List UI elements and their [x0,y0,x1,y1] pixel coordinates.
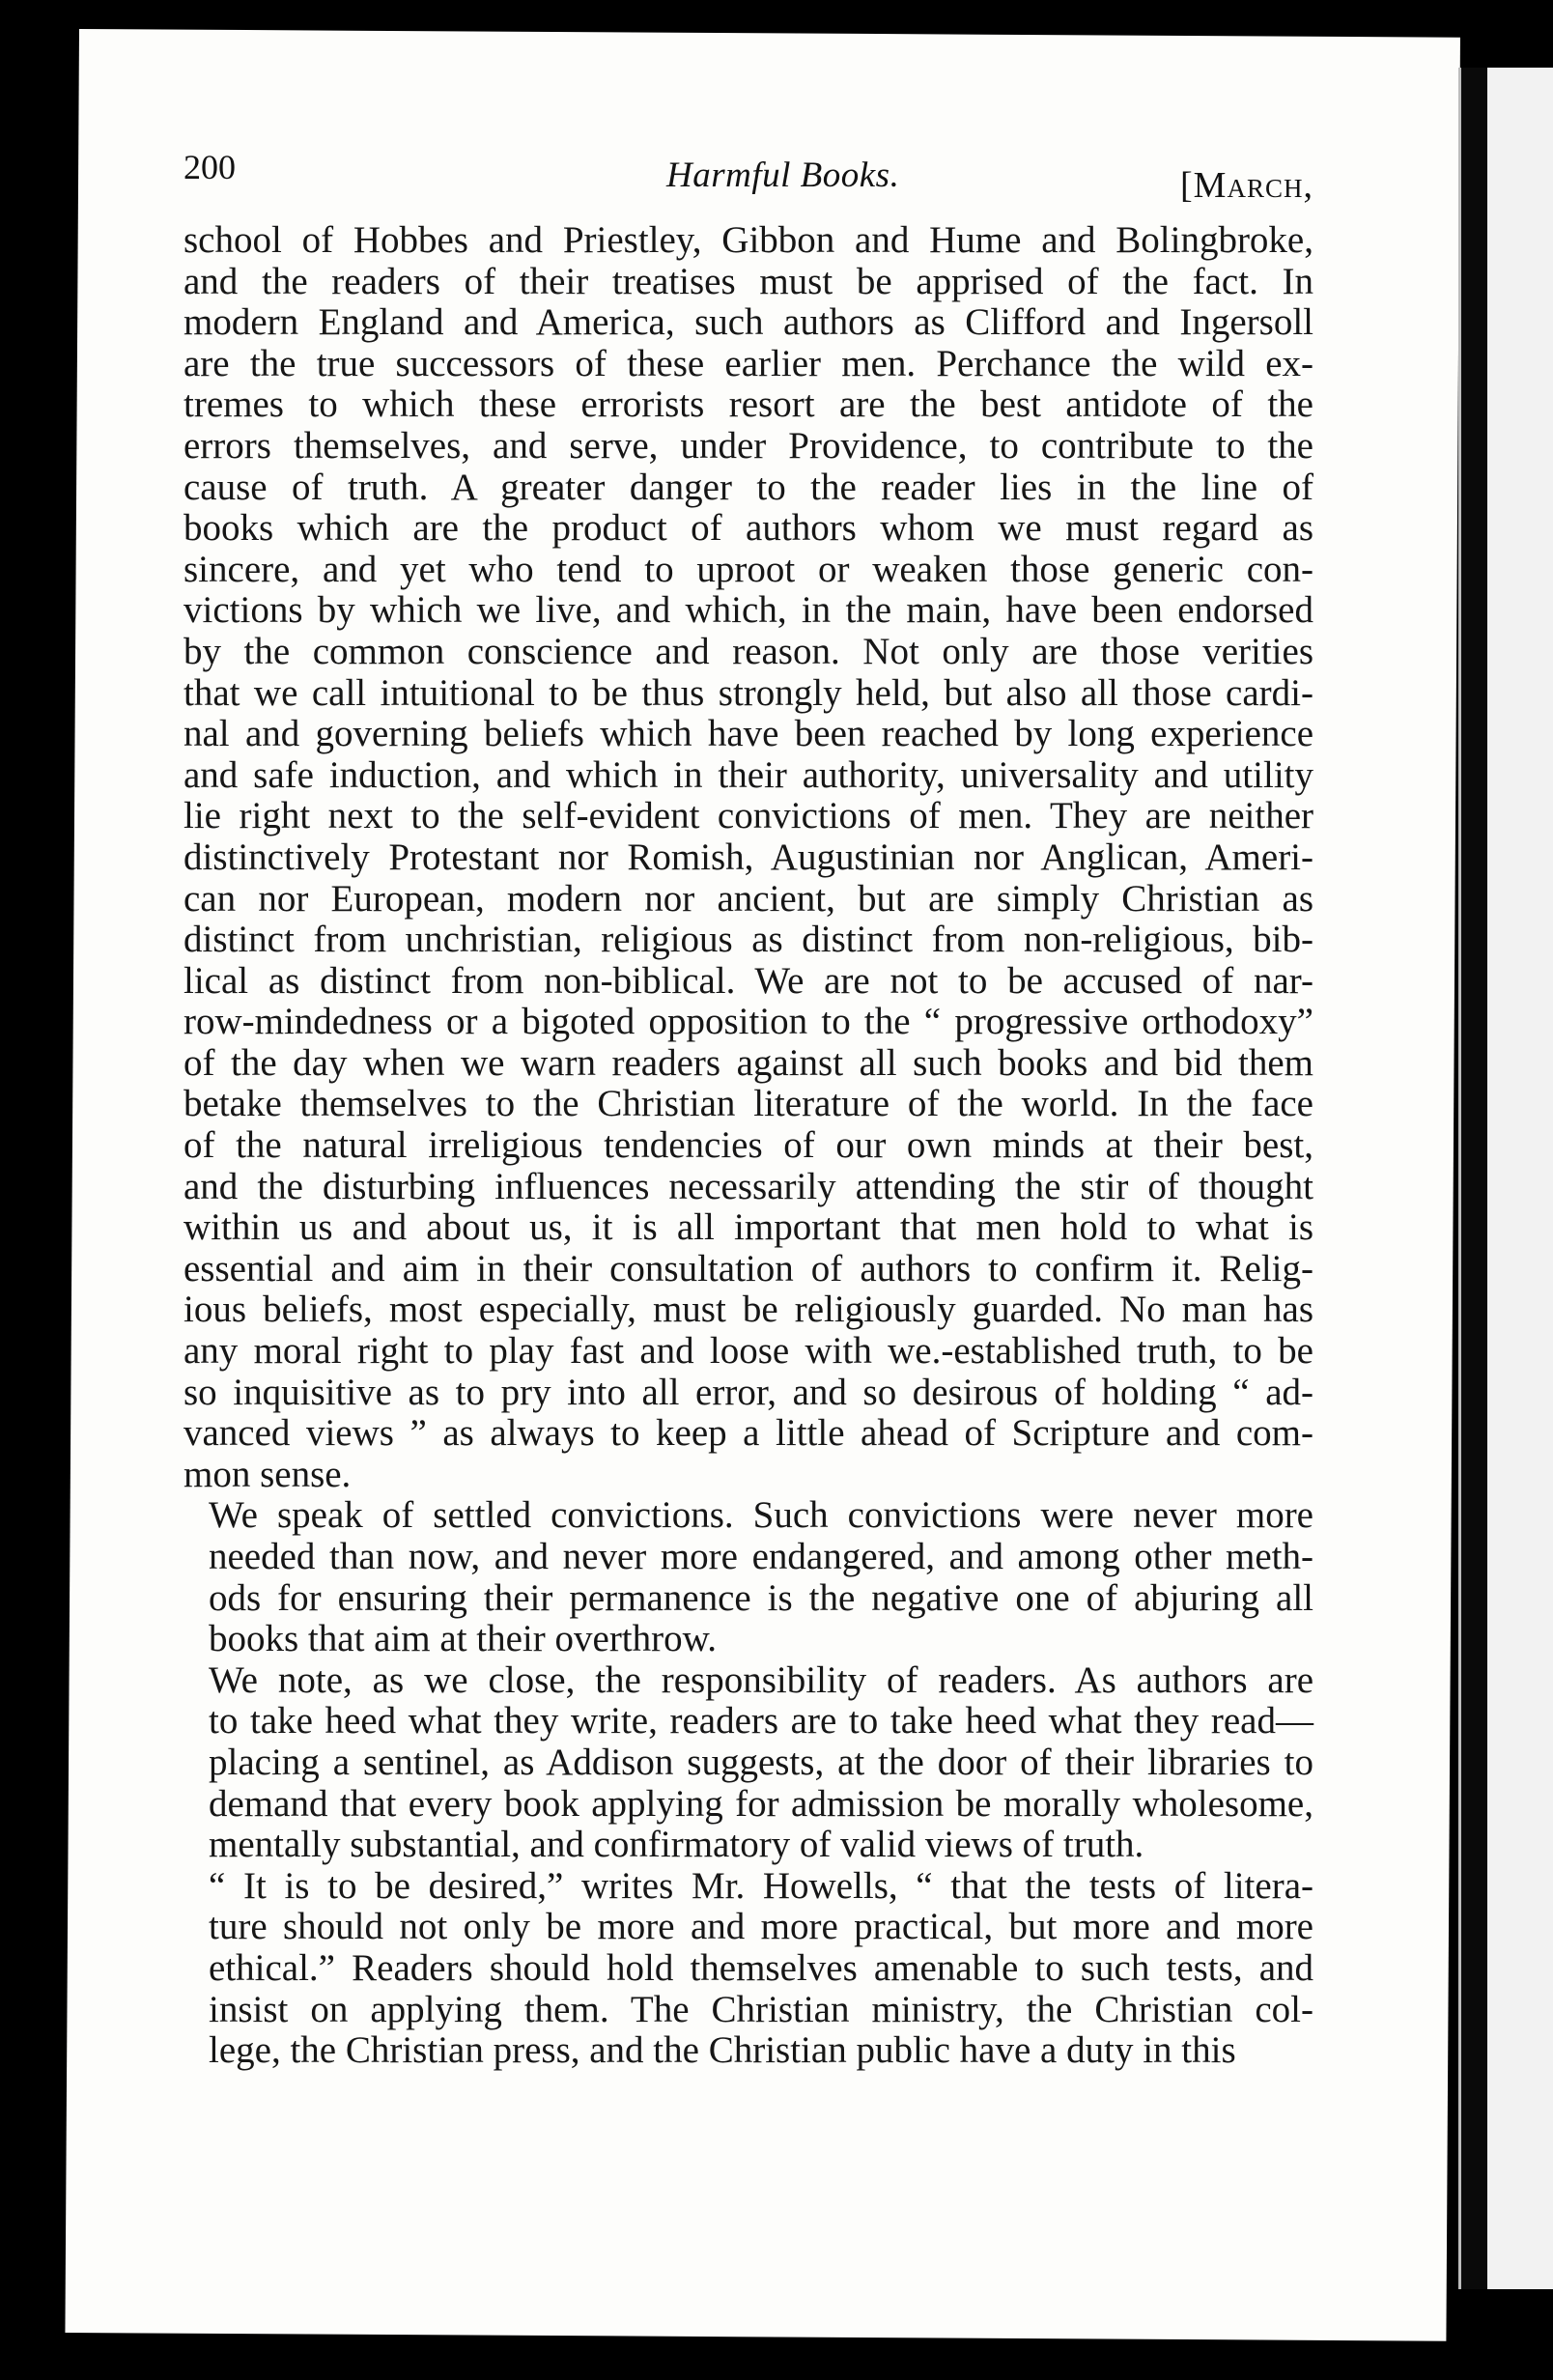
text-line: that we call intuitional to be thus strongly held, but also all those cardi- [184,671,1313,714]
text-line: and the readers of their treatises must be apprised of the fact. In [184,260,1313,302]
text-line: and safe induction, and which in their authority, universality and utility [184,753,1313,796]
text-line: distinctively Protestant nor Romish, Augustinian nor Anglican, Ameri- [184,836,1313,878]
text-line: cause of truth. A greater danger to the reader lies in the line of [184,466,1313,508]
text-line: lie right next to the self-evident convictions of men. They are neither [184,795,1313,837]
text-line: needed than now, and never more endangered, and among other meth- [209,1536,1313,1577]
facing-page-edge [1487,68,1553,2289]
text-line: lege, the Christian press, and the Christian public have a duty in this [209,2029,1236,2072]
text-line: We speak of settled convictions. Such convictions were never more [209,1494,1313,1537]
text-line: of the day when we warn readers against all such books and bid them [184,1041,1313,1084]
text-line: victions by which we live, and which, in the main, have been endorsed [184,589,1313,632]
body-text [184,220,1313,2072]
text-line: demand that every book applying for admission be morally wholesome, [209,1782,1313,1825]
paragraph [184,1495,1313,1659]
text-line: any moral right to play fast and loose with we.-established truth, to be [184,1330,1313,1373]
text-line: distinct from unchristian, religious as distinct from non-religious, bib- [184,919,1313,961]
page-header [184,126,1313,212]
text-line: so inquisitive as to pry into all error, and so desirous of holding “ ad- [184,1371,1313,1413]
text-line: can nor European, modern nor ancient, but are simply Christian as [184,877,1313,920]
text-line: ods for ensuring their permanence is the negative one of abjuring all [209,1576,1313,1619]
text-line: school of Hobbes and Priestley, Gibbon and Hume and Bolingbroke, [184,219,1313,261]
text-line: We note, as we close, the responsibility of readers. As authors are [209,1658,1313,1701]
paragraph [184,1866,1313,2072]
text-line: betake themselves to the Christian literature of the world. In the face [184,1083,1313,1125]
book-gutter [1458,68,1488,2289]
text-line: errors themselves, and serve, under Providence, to contribute to the [184,424,1313,467]
issue-month: [March, [1180,165,1313,206]
text-line: mon sense. [184,1453,352,1495]
page-number: 200 [184,148,236,186]
text-line: lical as distinct from non-biblical. We are not to be accused of nar- [184,959,1313,1002]
text-line: insist on applying them. The Christian ministry, the Christian col- [209,1988,1313,2030]
text-line: books which are the product of authors whom we must regard as [184,507,1313,550]
text-line: tremes to which these errorists resort are the best antidote of the [184,383,1313,426]
text-line: sincere, and yet who tend to uproot or weaken those generic con- [184,548,1313,590]
text-line: mentally substantial, and confirmatory of valid views of truth. [209,1824,1144,1866]
text-line: essential and aim in their consultation of authors to confirm it. Relig- [184,1247,1313,1289]
text-line: ethical.” Readers should hold themselves amenable to such tests, and [209,1946,1313,1989]
text-line: vanced views ” as always to keep a little ahead of Scripture and com- [184,1412,1313,1455]
text-line: nal and governing beliefs which have been reached by long experience [184,713,1313,755]
text-line: by the common conscience and reason. Not only are those verities [184,630,1313,672]
running-title: Harmful Books. [666,156,900,195]
text-line: ious beliefs, most especially, must be religiously guarded. No man has [184,1289,1313,1331]
text-line: books that aim at their overthrow. [209,1618,718,1660]
text-line: modern England and America, such authors as Clifford and Ingersoll [184,301,1313,344]
text-line: are the true successors of these earlier men. Perchance the wild ex- [184,342,1313,384]
text-line: of the natural irreligious tendencies of our own minds at their best, [184,1124,1313,1167]
text-line: “ It is to be desired,” writes Mr. Howells, “ that the tests of litera- [209,1864,1313,1907]
paragraph [184,220,1313,1495]
text-line: placing a sentinel, as Addison suggests, at the door of their libraries to [209,1741,1313,1783]
text-line: within us and about us, it is all important that men hold to what is [184,1206,1313,1249]
text-line: to take heed what they write, readers are to take heed what they read— [209,1700,1313,1742]
text-line: and the disturbing influences necessarily attending the stir of thought [184,1165,1313,1207]
paragraph [184,1660,1313,1866]
text-line: ture should not only be more and more practical, but more and more [209,1906,1313,1948]
text-line: row-mindedness or a bigoted opposition to the “ progressive orthodoxy” [184,1001,1313,1043]
